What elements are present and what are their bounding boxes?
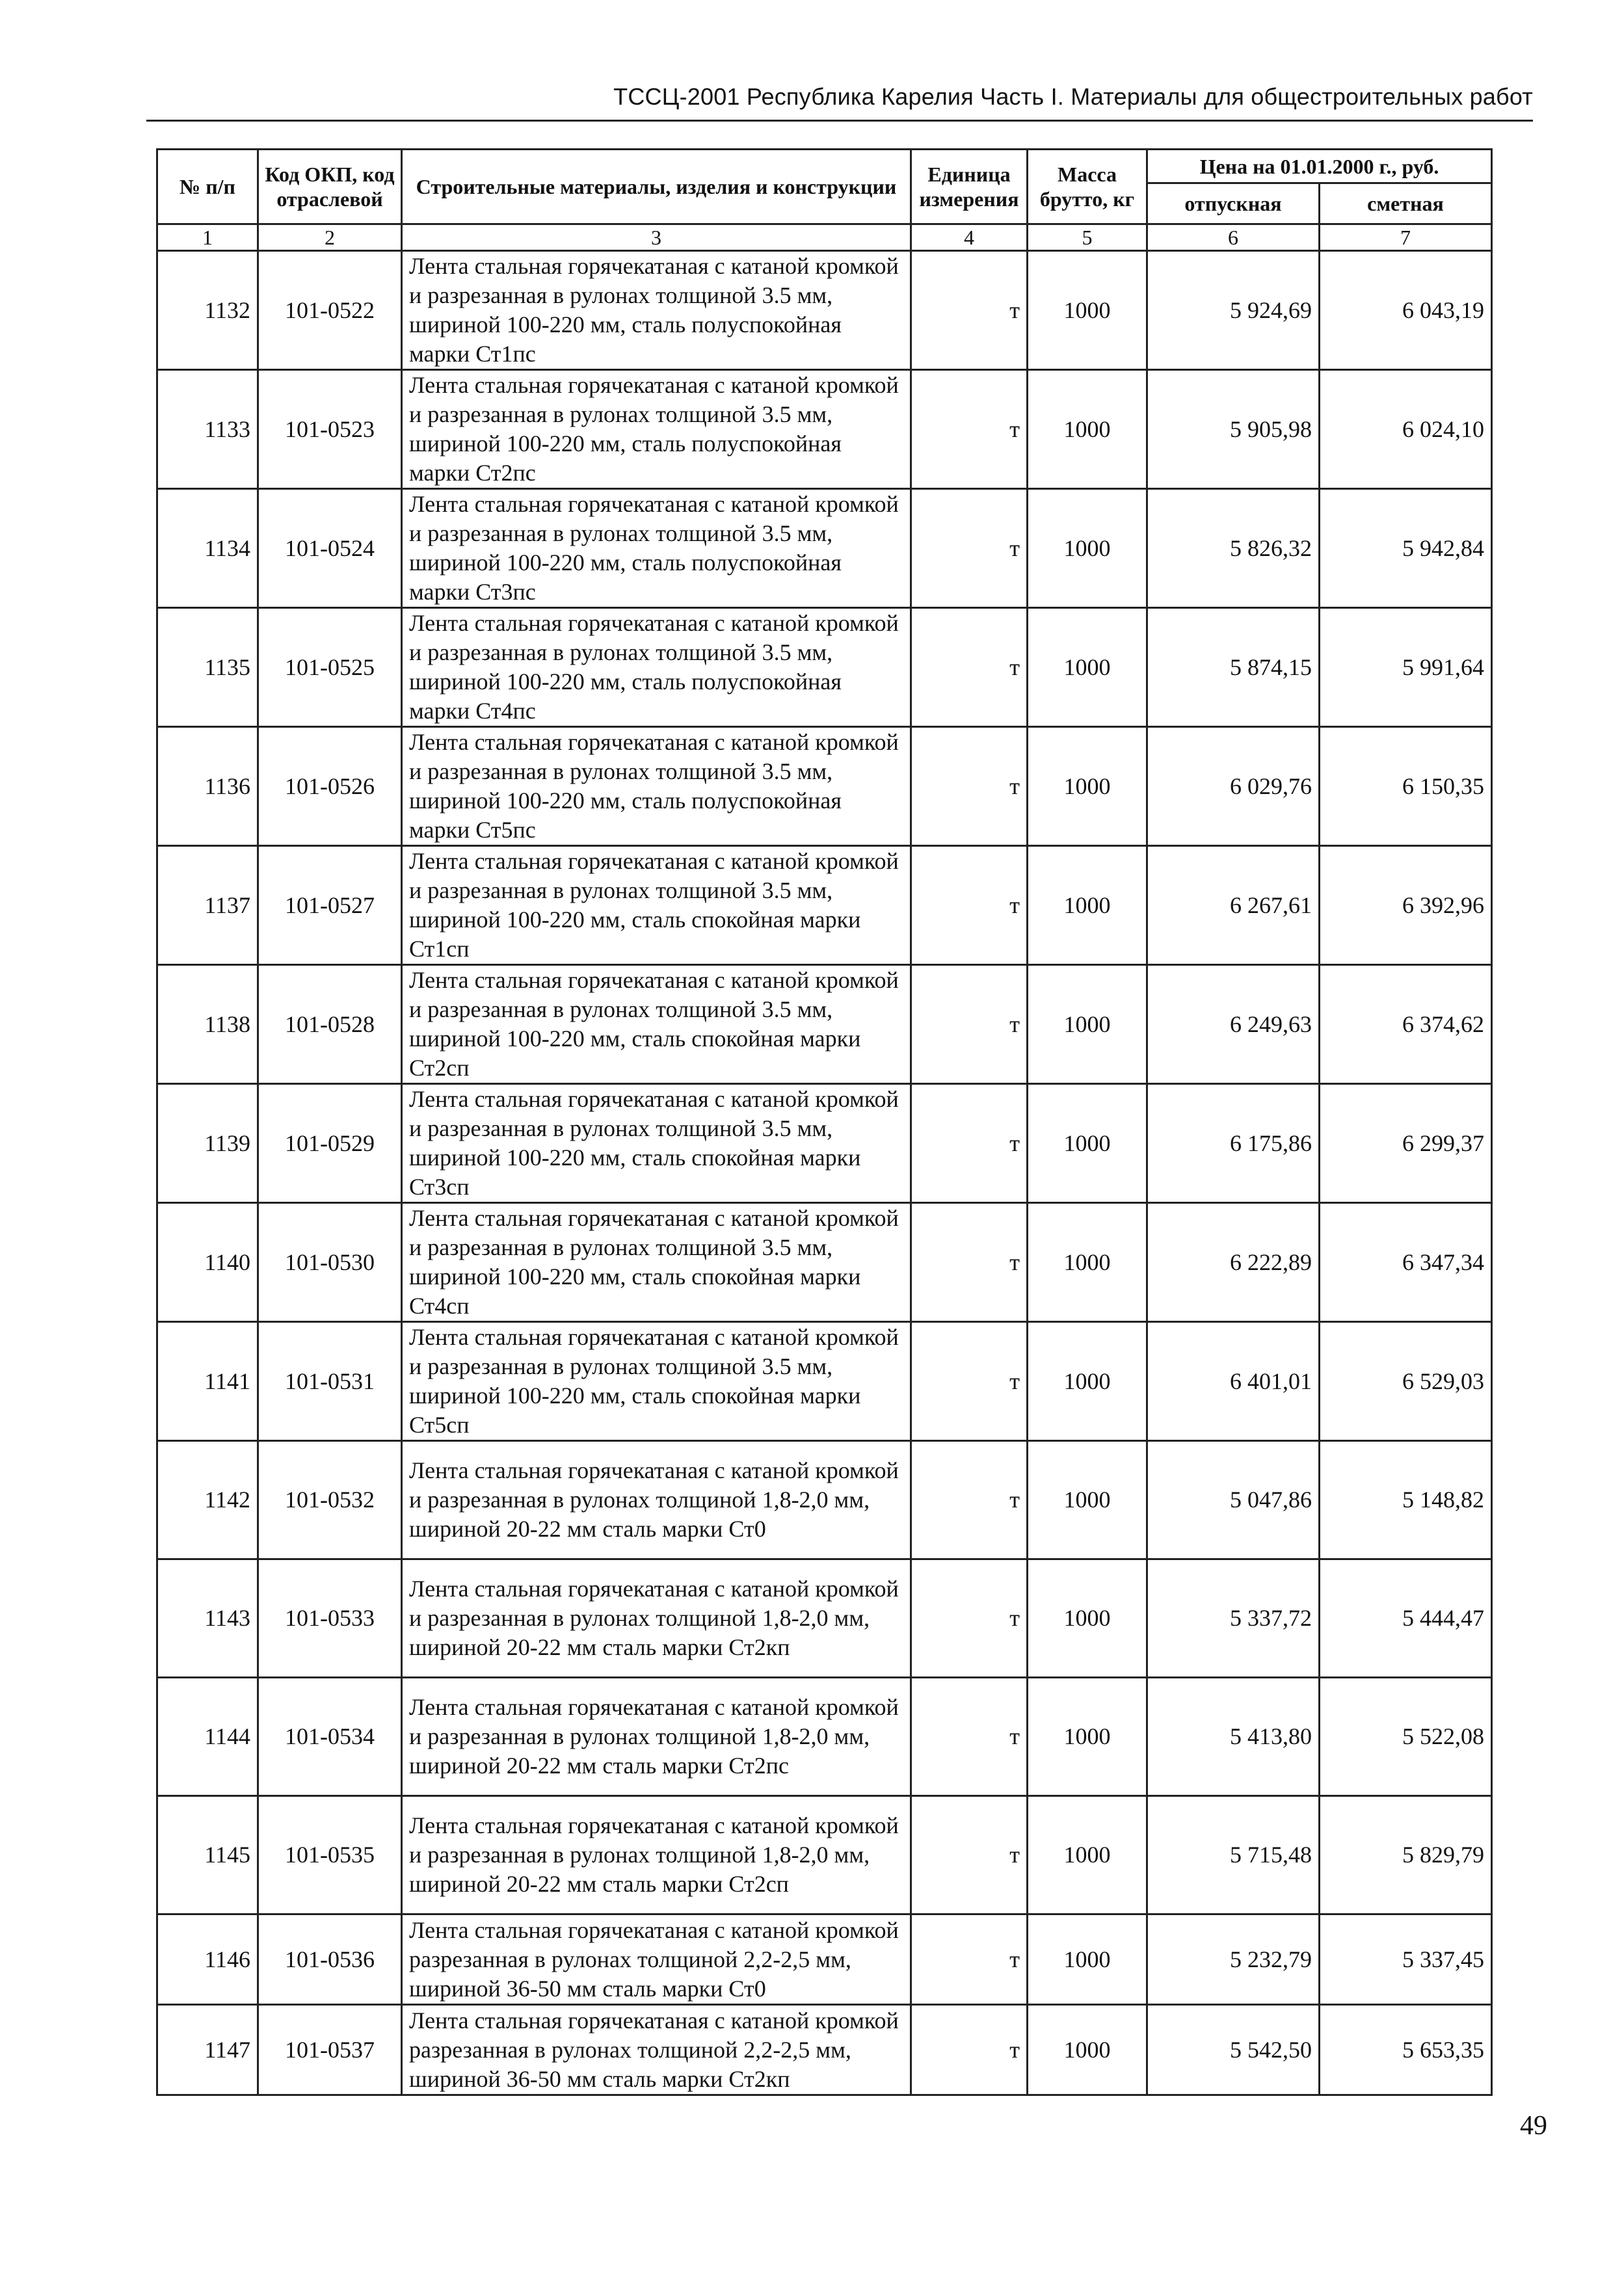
row-mass: 1000 — [1028, 1914, 1147, 2005]
row-unit: т — [911, 489, 1028, 608]
row-unit: т — [911, 1441, 1028, 1559]
row-code: 101-0526 — [258, 727, 402, 846]
col-header-materials: Строительные материалы, изделия и конструкции — [402, 150, 911, 224]
row-release-price: 5 826,32 — [1147, 489, 1320, 608]
row-estimate-price: 6 150,35 — [1320, 727, 1492, 846]
row-unit: т — [911, 1559, 1028, 1678]
table-row — [157, 2005, 1492, 2095]
row-description: Лента стальная горячекатаная с катаной кромкой и разрезанная в рулонах толщиной 3.5 мм, шириной 100-220 мм, сталь полуспокойная марки Ст2пс — [402, 370, 911, 489]
table-row — [157, 1322, 1492, 1441]
table-row — [157, 1678, 1492, 1796]
row-mass: 1000 — [1028, 1441, 1147, 1559]
column-number: 4 — [911, 224, 1028, 251]
row-release-price: 5 232,79 — [1147, 1914, 1320, 2005]
row-code: 101-0523 — [258, 370, 402, 489]
header-row-1 — [157, 150, 1492, 183]
row-estimate-price: 6 392,96 — [1320, 846, 1492, 965]
row-release-price: 6 267,61 — [1147, 846, 1320, 965]
row-mass: 1000 — [1028, 846, 1147, 965]
row-release-price: 5 337,72 — [1147, 1559, 1320, 1678]
table-row — [157, 370, 1492, 489]
row-unit: т — [911, 370, 1028, 489]
row-unit: т — [911, 2005, 1028, 2095]
column-number: 3 — [402, 224, 911, 251]
column-number: 5 — [1028, 224, 1147, 251]
row-mass: 1000 — [1028, 608, 1147, 727]
table-row — [157, 489, 1492, 608]
column-number: 6 — [1147, 224, 1320, 251]
column-number: 7 — [1320, 224, 1492, 251]
row-unit: т — [911, 1796, 1028, 1914]
row-number: 1147 — [157, 2005, 258, 2095]
row-description: Лента стальная горячекатаная с катаной кромкой и разрезанная в рулонах толщиной 3.5 мм, шириной 100-220 мм, сталь спокойная марки Ст3сп — [402, 1084, 911, 1203]
row-mass: 1000 — [1028, 1796, 1147, 1914]
row-release-price: 5 924,69 — [1147, 251, 1320, 370]
row-description: Лента стальная горячекатаная с катаной кромкой и разрезанная в рулонах толщиной 1,8-2,0 мм, шириной 20-22 мм сталь марки Ст2сп — [402, 1796, 911, 1914]
row-code: 101-0532 — [258, 1441, 402, 1559]
table-row — [157, 846, 1492, 965]
row-release-price: 6 222,89 — [1147, 1203, 1320, 1322]
table-row — [157, 1796, 1492, 1914]
document-header: ТССЦ-2001 Республика Карелия Часть I. Материалы для общестроительных работ — [613, 83, 1533, 110]
row-code: 101-0529 — [258, 1084, 402, 1203]
col-header-code: Код ОКП, код отраслевой — [258, 150, 402, 224]
row-unit: т — [911, 1084, 1028, 1203]
row-code: 101-0535 — [258, 1796, 402, 1914]
row-release-price: 6 029,76 — [1147, 727, 1320, 846]
row-estimate-price: 5 991,64 — [1320, 608, 1492, 727]
row-estimate-price: 6 024,10 — [1320, 370, 1492, 489]
row-number: 1146 — [157, 1914, 258, 2005]
row-description: Лента стальная горячекатаная с катаной кромкой и разрезанная в рулонах толщиной 3.5 мм, шириной 100-220 мм, сталь спокойная марки Ст5сп — [402, 1322, 911, 1441]
row-mass: 1000 — [1028, 2005, 1147, 2095]
row-mass: 1000 — [1028, 1203, 1147, 1322]
row-estimate-price: 5 942,84 — [1320, 489, 1492, 608]
row-number: 1144 — [157, 1678, 258, 1796]
row-number: 1140 — [157, 1203, 258, 1322]
row-mass: 1000 — [1028, 489, 1147, 608]
row-unit: т — [911, 1322, 1028, 1441]
row-unit: т — [911, 727, 1028, 846]
row-estimate-price: 6 043,19 — [1320, 251, 1492, 370]
row-description: Лента стальная горячекатаная с катаной кромкой и разрезанная в рулонах толщиной 3.5 мм, шириной 100-220 мм, сталь спокойная марки Ст4сп — [402, 1203, 911, 1322]
table-row — [157, 1559, 1492, 1678]
row-estimate-price: 5 653,35 — [1320, 2005, 1492, 2095]
row-release-price: 5 874,15 — [1147, 608, 1320, 727]
row-code: 101-0536 — [258, 1914, 402, 2005]
row-release-price: 5 542,50 — [1147, 2005, 1320, 2095]
row-mass: 1000 — [1028, 1559, 1147, 1678]
row-estimate-price: 6 347,34 — [1320, 1203, 1492, 1322]
row-code: 101-0534 — [258, 1678, 402, 1796]
row-estimate-price: 5 522,08 — [1320, 1678, 1492, 1796]
row-mass: 1000 — [1028, 727, 1147, 846]
row-number: 1136 — [157, 727, 258, 846]
row-mass: 1000 — [1028, 251, 1147, 370]
row-estimate-price: 6 374,62 — [1320, 965, 1492, 1084]
col-header-unit: Единица измерения — [911, 150, 1028, 224]
row-number: 1143 — [157, 1559, 258, 1678]
row-release-price: 5 413,80 — [1147, 1678, 1320, 1796]
row-estimate-price: 5 148,82 — [1320, 1441, 1492, 1559]
col-header-price-group: Цена на 01.01.2000 г., руб. — [1147, 150, 1492, 183]
table-row — [157, 608, 1492, 727]
row-number: 1142 — [157, 1441, 258, 1559]
row-number: 1141 — [157, 1322, 258, 1441]
row-description: Лента стальная горячекатаная с катаной кромкой разрезанная в рулонах толщиной 2,2-2,5 мм, шириной 36-50 мм сталь марки Ст2кп — [402, 2005, 911, 2095]
column-number: 2 — [258, 224, 402, 251]
row-number: 1137 — [157, 846, 258, 965]
row-description: Лента стальная горячекатаная с катаной кромкой разрезанная в рулонах толщиной 2,2-2,5 мм, шириной 36-50 мм сталь марки Ст0 — [402, 1914, 911, 2005]
price-table — [156, 148, 1493, 2096]
row-number: 1139 — [157, 1084, 258, 1203]
table-row — [157, 727, 1492, 846]
table-row — [157, 1203, 1492, 1322]
row-unit: т — [911, 846, 1028, 965]
row-code: 101-0531 — [258, 1322, 402, 1441]
row-estimate-price: 6 299,37 — [1320, 1084, 1492, 1203]
row-release-price: 5 047,86 — [1147, 1441, 1320, 1559]
row-release-price: 6 401,01 — [1147, 1322, 1320, 1441]
row-estimate-price: 5 829,79 — [1320, 1796, 1492, 1914]
row-unit: т — [911, 251, 1028, 370]
row-number: 1138 — [157, 965, 258, 1084]
row-code: 101-0537 — [258, 2005, 402, 2095]
row-description: Лента стальная горячекатаная с катаной кромкой и разрезанная в рулонах толщиной 3.5 мм, шириной 100-220 мм, сталь полуспокойная марки Ст3пс — [402, 489, 911, 608]
table-row — [157, 965, 1492, 1084]
row-description: Лента стальная горячекатаная с катаной кромкой и разрезанная в рулонах толщиной 3.5 мм, шириной 100-220 мм, сталь полуспокойная марки Ст5пс — [402, 727, 911, 846]
row-estimate-price: 6 529,03 — [1320, 1322, 1492, 1441]
col-header-number: № п/п — [157, 150, 258, 224]
column-number: 1 — [157, 224, 258, 251]
row-code: 101-0522 — [258, 251, 402, 370]
row-mass: 1000 — [1028, 1322, 1147, 1441]
row-description: Лента стальная горячекатаная с катаной кромкой и разрезанная в рулонах толщиной 1,8-2,0 мм, шириной 20-22 мм сталь марки Ст2пс — [402, 1678, 911, 1796]
table-row — [157, 1084, 1492, 1203]
row-mass: 1000 — [1028, 370, 1147, 489]
row-unit: т — [911, 1914, 1028, 2005]
row-code: 101-0527 — [258, 846, 402, 965]
row-unit: т — [911, 1203, 1028, 1322]
row-description: Лента стальная горячекатаная с катаной кромкой и разрезанная в рулонах толщиной 1,8-2,0 мм, шириной 20-22 мм сталь марки Ст2кп — [402, 1559, 911, 1678]
row-mass: 1000 — [1028, 1678, 1147, 1796]
row-description: Лента стальная горячекатаная с катаной кромкой и разрезанная в рулонах толщиной 1,8-2,0 мм, шириной 20-22 мм сталь марки Ст0 — [402, 1441, 911, 1559]
row-code: 101-0533 — [258, 1559, 402, 1678]
table-row — [157, 251, 1492, 370]
table-row — [157, 1441, 1492, 1559]
col-header-estimate-price: сметная — [1320, 183, 1492, 224]
row-code: 101-0524 — [258, 489, 402, 608]
row-number: 1134 — [157, 489, 258, 608]
row-description: Лента стальная горячекатаная с катаной кромкой и разрезанная в рулонах толщиной 3.5 мм, шириной 100-220 мм, сталь спокойная марки Ст1сп — [402, 846, 911, 965]
row-code: 101-0530 — [258, 1203, 402, 1322]
row-estimate-price: 5 444,47 — [1320, 1559, 1492, 1678]
row-number: 1135 — [157, 608, 258, 727]
row-estimate-price: 5 337,45 — [1320, 1914, 1492, 2005]
table-row — [157, 1914, 1492, 2005]
column-number-row — [157, 224, 1492, 251]
row-description: Лента стальная горячекатаная с катаной кромкой и разрезанная в рулонах толщиной 3.5 мм, шириной 100-220 мм, сталь спокойная марки Ст2сп — [402, 965, 911, 1084]
row-unit: т — [911, 965, 1028, 1084]
row-code: 101-0528 — [258, 965, 402, 1084]
row-release-price: 5 905,98 — [1147, 370, 1320, 489]
row-number: 1132 — [157, 251, 258, 370]
row-release-price: 6 175,86 — [1147, 1084, 1320, 1203]
row-mass: 1000 — [1028, 965, 1147, 1084]
row-mass: 1000 — [1028, 1084, 1147, 1203]
row-code: 101-0525 — [258, 608, 402, 727]
row-unit: т — [911, 608, 1028, 727]
col-header-mass: Масса брутто, кг — [1028, 150, 1147, 224]
row-number: 1145 — [157, 1796, 258, 1914]
row-description: Лента стальная горячекатаная с катаной кромкой и разрезанная в рулонах толщиной 3.5 мм, шириной 100-220 мм, сталь полуспокойная марки Ст4пс — [402, 608, 911, 727]
col-header-release-price: отпускная — [1147, 183, 1320, 224]
row-description: Лента стальная горячекатаная с катаной кромкой и разрезанная в рулонах толщиной 3.5 мм, шириной 100-220 мм, сталь полуспокойная марки Ст1пс — [402, 251, 911, 370]
row-number: 1133 — [157, 370, 258, 489]
row-release-price: 5 715,48 — [1147, 1796, 1320, 1914]
row-release-price: 6 249,63 — [1147, 965, 1320, 1084]
row-unit: т — [911, 1678, 1028, 1796]
header-rule — [146, 120, 1533, 122]
page-number: 49 — [1520, 2111, 1547, 2141]
